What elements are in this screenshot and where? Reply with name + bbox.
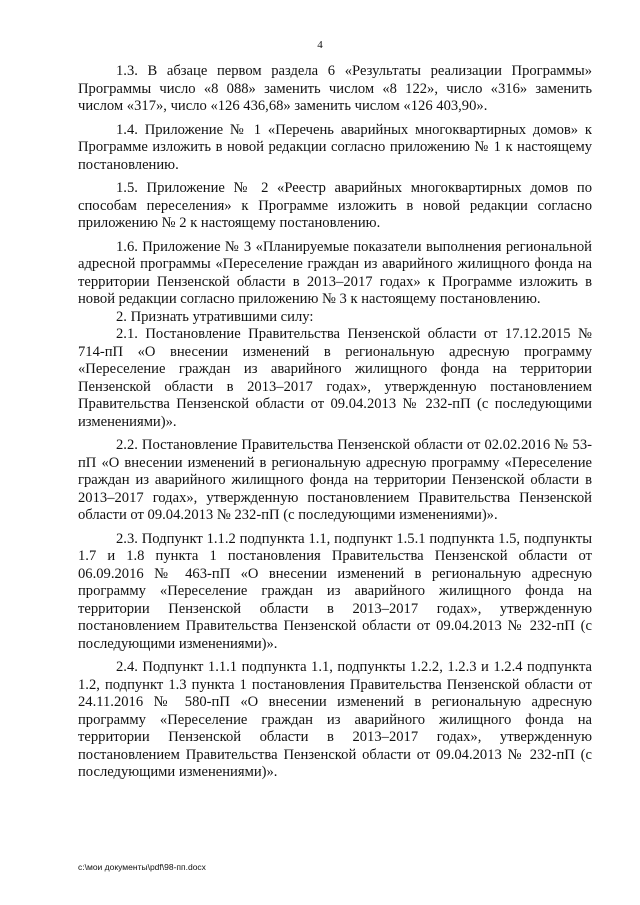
- page-number: 4: [317, 39, 323, 51]
- paragraph-2-3: 2.3. Подпункт 1.1.2 подпункта 1.1, подпункт 1.5.1 подпункта 1.5, подпункты 1.7 и 1.8 пункта 1 постановления Правительства Пензенской области от 06.09.2016 № 463-пП «О внесении изменений в региональную адресную программу «Переселение граждан из аварийного жилищного фонда на территории Пензенской области в 2013–2017 годах», утвержденную постановлением Правительства Пензенской области от 09.04.2013 № 232-пП (с последующими изменениями)».: [78, 530, 592, 652]
- paragraph-2-1: 2.1. Постановление Правительства Пензенской области от 17.12.2015 № 714-пП «О внесении изменений в региональную адресную программу «Переселение граждан из аварийного жилищного фонда на территории Пензенской области в 2013–2017 годах», утвержденную постановлением Правительства Пензенской области от 09.04.2013 № 232-пП (с последующими изменениями)».: [78, 326, 592, 430]
- paragraph-1-5: 1.5. Приложение № 2 «Реестр аварийных многоквартирных домов по способам переселения» к Программе изложить в новой редакции согласно приложению № 2 к настоящему постановлению.: [78, 180, 592, 231]
- paragraph-2: 2. Признать утратившими силу:: [116, 308, 314, 325]
- paragraph-1-3: 1.3. В абзаце первом раздела 6 «Результаты реализации Программы» Программы число «8 088» заменить числом «8 122», число «316» заменить числом «317», число «126 436,68» заменить числом «126 403,90».: [78, 63, 592, 114]
- document-body: [78, 63, 592, 782]
- paragraph-2-2: 2.2. Постановление Правительства Пензенской области от 02.02.2016 № 53-пП «О внесении изменений в региональную адресную программу «Переселение граждан из аварийного жилищного фонда на территории Пензенской области в 2013–2017 годах», утвержденную постановлением Правительства Пензенской области от 09.04.2013 № 232-пП (с последующими изменениями)».: [78, 437, 592, 523]
- paragraph-1-6: 1.6. Приложение № 3 «Планируемые показатели выполнения региональной адресной программы «Переселение граждан из аварийного жилищного фонда на территории Пензенской области в 2013–2017 годах» к Программе изложить в новой редакции согласно приложению № 3 к настоящему постановлению.: [78, 238, 592, 307]
- paragraph-1-4: 1.4. Приложение № 1 «Перечень аварийных многоквартирных домов» к Программе изложить в новой редакции согласно приложению № 1 к настоящему постановлению.: [78, 121, 592, 173]
- paragraph-2-4: 2.4. Подпункт 1.1.1 подпункта 1.1, подпункты 1.2.2, 1.2.3 и 1.2.4 подпункта 1.2, подпункт 1.3 пункта 1 постановления Правительства Пензенской области от 24.11.2016 № 580-пП «О внесении изменений в региональную адресную программу «Переселение граждан из аварийного жилищного фонда на территории Пензенской области в 2013–2017 годах», утвержденную постановлением Правительства Пензенской области от 09.04.2013 № 232-пП (с последующими изменениями)».: [78, 659, 592, 780]
- footer-file-path: c:\мои документы\pdf\98-пп.docx: [78, 862, 206, 872]
